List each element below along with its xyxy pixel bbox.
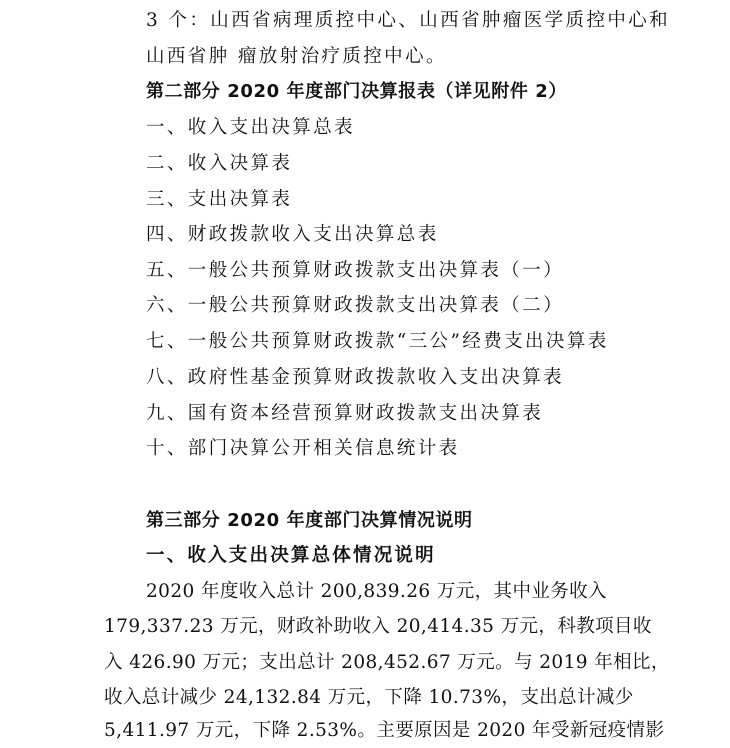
paragraph-line: 2020 年度收入总计 200,839.26 万元，其中业务收入 [146,581,607,602]
intro-line-2: 山西省肿 瘤放射治疗质控中心。 [146,46,447,67]
paragraph-line: 入 426.90 万元；支出总计 208,452.67 万元。与 2019 年相比， [104,652,670,673]
paragraph-line: 179,337.23 万元，财政补助收入 20,414.35 万元，科教项目收 [104,616,652,637]
part2-heading: 第二部分 2020 年度部门决算报表（详见附件 2） [146,81,568,102]
report-list-item: 二、收入决算表 [146,153,293,174]
report-list-item: 十、部门决算公开相关信息统计表 [146,438,460,459]
paragraph-line: 收入总计减少 24,132.84 万元，下降 10.73%，支出总计减少 [104,687,634,708]
paragraph-line: 5,411.97 万元，下降 2.53%。主要原因是 2020 年受新冠疫情影 [104,720,665,741]
report-list-item: 六、一般公共预算财政拨款支出决算表（二） [146,295,565,316]
report-list-item: 五、一般公共预算财政拨款支出决算表（一） [146,260,565,281]
report-list-item: 四、财政拨款收入支出决算总表 [146,224,439,245]
report-list-item: 八、政府性基金预算财政拨款收入支出决算表 [146,367,565,388]
report-list-item: 三、支出决算表 [146,189,293,210]
part3-heading: 第三部分 2020 年度部门决算情况说明 [146,510,473,531]
report-list-item: 一、收入支出决算总表 [146,117,356,138]
intro-line-1: 3 个：山西省病理质控中心、山西省肿瘤医学质控中心和 [146,10,671,31]
report-list-item: 七、一般公共预算财政拨款“三公”经费支出决算表 [146,331,609,352]
report-list-item: 九、国有资本经营预算财政拨款支出决算表 [146,403,544,424]
section1-heading: 一、收入支出决算总体情况说明 [146,545,436,566]
